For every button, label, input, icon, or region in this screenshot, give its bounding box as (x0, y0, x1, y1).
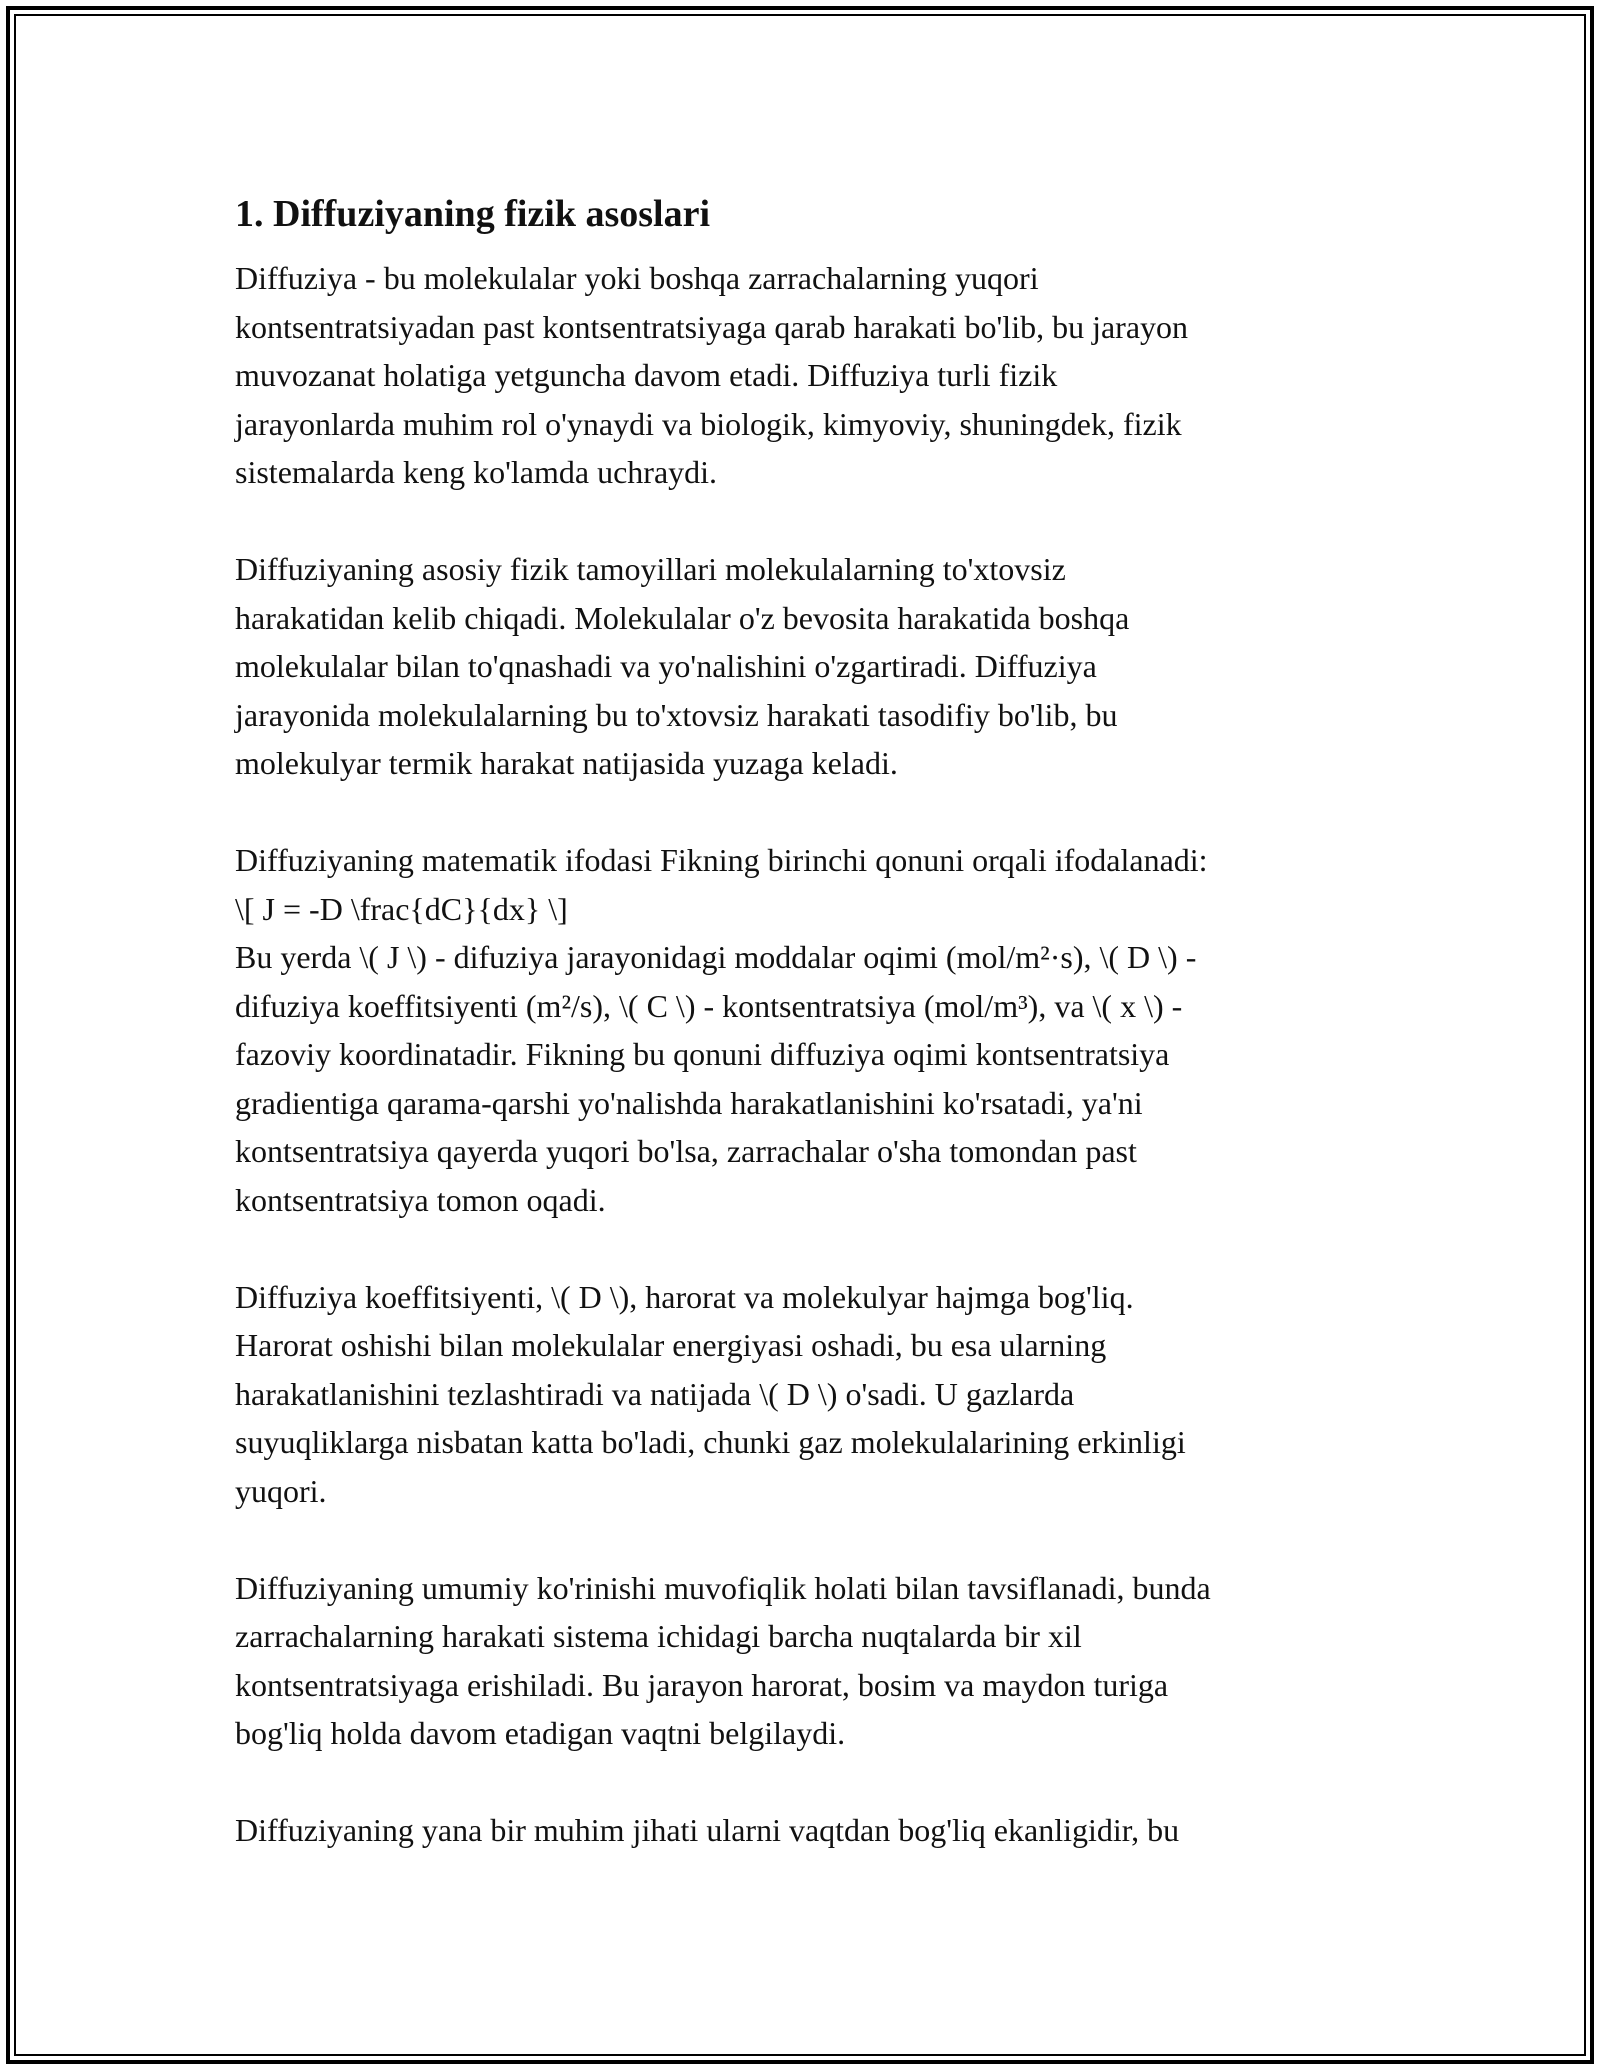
text-line: zarrachalarning harakati sistema ichidagi barcha nuqtalarda bir xil (235, 1618, 1082, 1654)
text-line: Diffuziya - bu molekulalar yoki boshqa zarrachalarning yuqori (235, 260, 1039, 296)
text-line: Diffuziyaning umumiy ko'rinishi muvofiqlik holati bilan tavsiflanadi, bunda (235, 1569, 1211, 1606)
section-heading: 1. Diffuziyaning fizik asoslari (235, 193, 711, 235)
text-line: jarayonlarda muhim rol o'ynaydi va biologik, kimyoviy, shuningdek, fizik (235, 405, 1182, 442)
document-body (235, 186, 1375, 1903)
paragraph-5 (235, 1564, 1375, 1758)
text-line: Diffuziyaning matematik ifodasi Fikning birinchi qonuni orqali ifodalanadi: (235, 842, 1208, 878)
paragraph-3 (235, 836, 1375, 1224)
text-line: Diffuziyaning yana bir muhim jihati ularni vaqtdan bog'liq ekanligidir, bu (235, 1812, 1180, 1848)
text-line: kontsentratsiyaga erishiladi. Bu jarayon harorat, bosim va maydon turiga (235, 1666, 1169, 1703)
text-line: gradientiga qarama-qarshi yo'nalishda harakatlanishini ko'rsatadi, ya'ni (235, 1084, 1143, 1121)
text-line: sistemalarda keng ko'lamda uchraydi. (235, 454, 718, 490)
paragraph-6 (235, 1806, 1375, 1855)
text-line: molekulalar bilan to'qnashadi va yo'nalishini o'zgartiradi. Diffuziya (235, 648, 1097, 684)
text-line: yuqori. (235, 1472, 327, 1509)
text-line: muvozanat holatiga yetguncha davom etadi. Diffuziya turli fizik (235, 357, 1058, 393)
text-line: kontsentratsiyadan past kontsentratsiyaga qarab harakati bo'lib, bu jarayon (235, 308, 1189, 345)
text-line: kontsentratsiya tomon oqadi. (235, 1181, 606, 1218)
text-line: harakatlanishini tezlashtiradi va natijada \( D \) o'sadi. U gazlarda (235, 1375, 1075, 1412)
formula-line: \[ J = -D \frac{dC}{dx} \] (235, 890, 568, 927)
text-line: suyuqliklarga nisbatan katta bo'ladi, chunki gaz molekulalarining erkinligi (235, 1424, 1186, 1460)
paragraph-1 (235, 254, 1375, 497)
text-line: Bu yerda \( J \) - difuziya jarayonidagi moddalar oqimi (mol/m²·s), \( D \) - (235, 939, 1197, 975)
text-line: jarayonida molekulalarning bu to'xtovsiz harakati tasodifiy bo'lib, bu (235, 696, 1118, 733)
text-line: Diffuziyaning asosiy fizik tamoyillari molekulalarning to'xtovsiz (235, 551, 1066, 587)
text-line: difuziya koeffitsiyenti (m²/s), \( C \) - kontsentratsiya (mol/m³), va \( x \) - (235, 987, 1183, 1024)
text-line: fazoviy koordinatadir. Fikning bu qonuni diffuziya oqimi kontsentratsiya (235, 1036, 1170, 1072)
text-line: harakatidan kelib chiqadi. Molekulalar o'z bevosita harakatida boshqa (235, 599, 1130, 636)
text-line: Diffuziya koeffitsiyenti, \( D \), harorat va molekulyar hajmga bog'liq. (235, 1278, 1134, 1315)
text-line: Harorat oshishi bilan molekulalar energiyasi oshadi, bu esa ularning (235, 1327, 1107, 1363)
text-line: molekulyar termik harakat natijasida yuzaga keladi. (235, 745, 898, 781)
text-line: bog'liq holda davom etadigan vaqtni belgilaydi. (235, 1715, 846, 1751)
paragraph-4 (235, 1273, 1375, 1516)
paragraph-2 (235, 545, 1375, 788)
text-line: kontsentratsiya qayerda yuqori bo'lsa, zarrachalar o'sha tomondan past (235, 1133, 1137, 1169)
